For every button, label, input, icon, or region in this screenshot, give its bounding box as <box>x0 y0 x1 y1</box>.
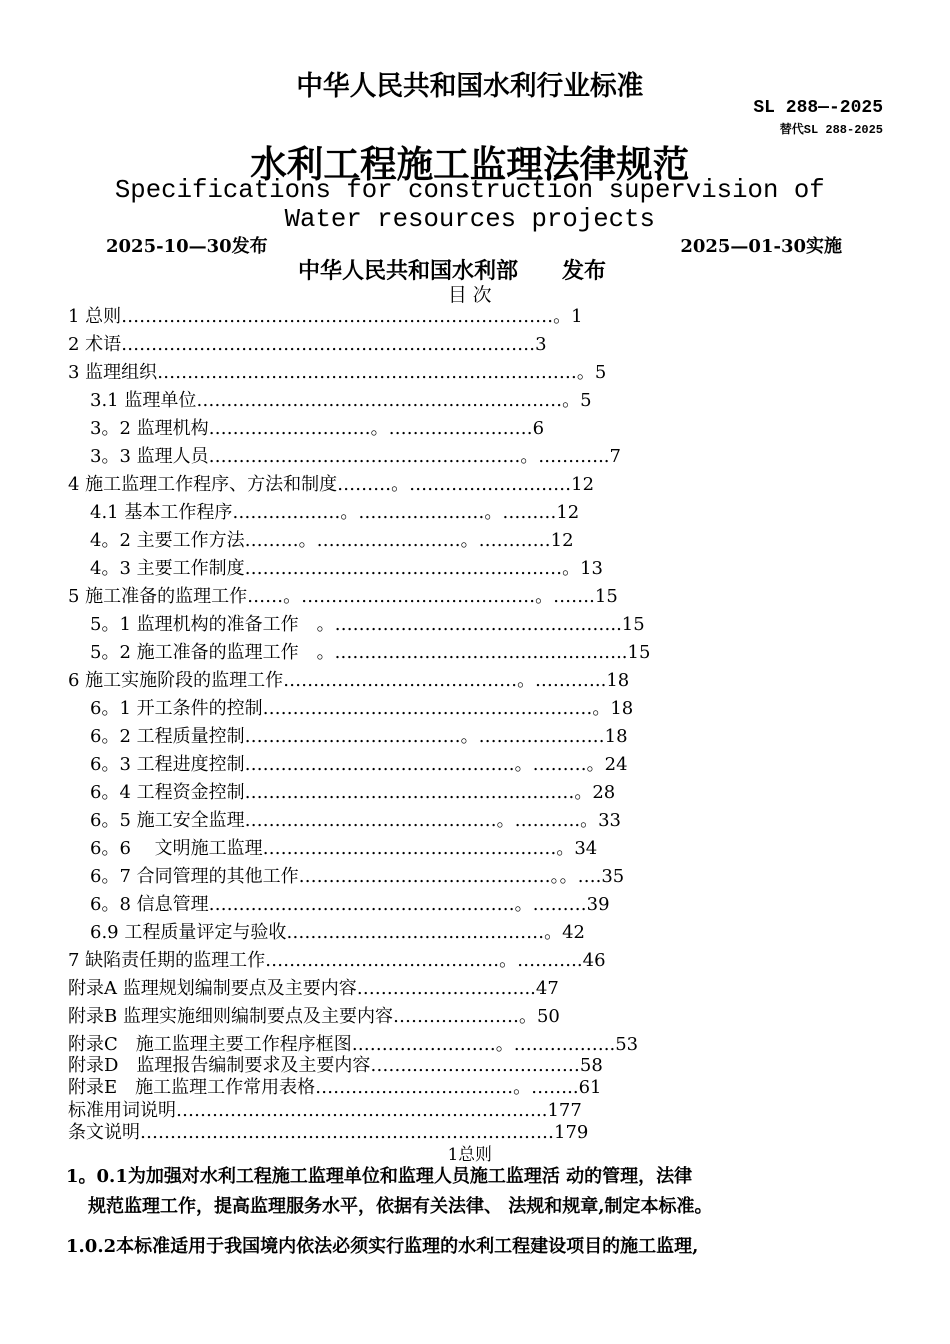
toc-entry[interactable]: 附录B 监理实施细则编制要点及主要内容…………………。50 <box>68 1006 560 1027</box>
toc-entry[interactable]: 7 缺陷责任期的监理工作…………………………………。………..46 <box>68 950 606 971</box>
implement-date: 2025—01-30实施 <box>680 236 842 257</box>
toc-entry[interactable]: 6。8 信息管理……………………………………………。………39 <box>90 894 610 915</box>
paragraph-2-line-1: 1.0.2本标准适用于我国境内依法必须实行监理的水利工程建设项目的施工监理, <box>66 1236 699 1257</box>
english-title-line-2: Water resources projects <box>284 204 655 234</box>
toc-entry[interactable]: 条文说明……………………………………………………………179 <box>68 1122 589 1143</box>
english-title-line-1: Specifications for construction supervision of <box>114 175 825 205</box>
toc-entry[interactable]: 5。1 监理机构的准备工作 。……………………………….………..15 <box>90 614 645 635</box>
standard-replaces: 替代SL 288-2025 <box>779 123 883 137</box>
toc-entry[interactable]: 6 施工实施阶段的监理工作…………………………………。.………..18 <box>68 670 630 691</box>
toc-entry[interactable]: 2 术语……………………………………………………………3 <box>68 334 547 355</box>
toc-entry[interactable]: 4。3 主要工作制度…………….……………………….………。13 <box>90 558 603 579</box>
toc-entry[interactable]: 5。2 施工准备的监理工作 。.…………………………….…………..15 <box>90 642 651 663</box>
issuing-authority: 中华人民共和国水利部 发布 <box>298 259 607 284</box>
toc-entry[interactable]: 5 施工准备的监理工作……。…………………………………。…….15 <box>68 586 618 607</box>
toc-title: 目 次 <box>447 284 492 306</box>
toc-entry[interactable]: 标准用词说明……………………………………………………..177 <box>68 1100 582 1121</box>
toc-entry[interactable]: 6。6 文明施工监理…………………………………….……。34 <box>90 838 598 859</box>
toc-entry[interactable]: 6。3 工程进度控制………………………………………。………。24 <box>90 754 628 775</box>
toc-entry[interactable]: 附录C 施工监理主要工作程序框图……………………。……………..53 <box>68 1034 639 1055</box>
toc-entry[interactable]: 6。7 合同管理的其他工作……………………………………。。….35 <box>90 866 625 887</box>
section-heading: 1总则 <box>447 1145 492 1165</box>
toc-entry[interactable]: 3.1 监理单位……………………………………….……………。5 <box>90 390 592 411</box>
toc-entry[interactable]: 附录D 监理报告编制要求及主要内容……..………………………58 <box>68 1055 603 1076</box>
toc-entry[interactable]: 4。2 主要工作方法………。……………………。…………12 <box>90 530 574 551</box>
toc-entry[interactable]: 3 监理组织………………………………………………….…………。5 <box>68 362 607 383</box>
document-top-title: 中华人民共和国水利行业标准 <box>296 71 644 102</box>
toc-entry[interactable]: 附录A 监理规划编制要点及主要内容………….……………..47 <box>68 978 559 999</box>
toc-entry[interactable]: 附录E 施工监理工作常用表格……………………………。……..61 <box>68 1077 602 1098</box>
toc-entry[interactable]: 6。5 施工安全监理……………………………………。………..。33 <box>90 810 621 831</box>
toc-entry[interactable]: 3。2 监理机构………………………。……………………6 <box>90 418 545 439</box>
toc-entry[interactable]: 6。2 工程质量控制………………………………。…………………18 <box>90 726 628 747</box>
toc-entry[interactable]: 6。4 工程资金控制……………………………………….………。28 <box>90 782 616 803</box>
toc-entry[interactable]: 1 总则………………………………………………………………。1 <box>68 306 583 327</box>
toc-entry[interactable]: 4 施工监理工作程序、方法和制度………。………………………12 <box>68 474 595 495</box>
standard-number: SL 288—-2025 <box>753 98 883 118</box>
toc-entry[interactable]: 6。1 开工条件的控制……………………………………….………。18 <box>90 698 634 719</box>
toc-entry[interactable]: 4.1 基本工作程序………………。…………………。………12 <box>90 502 580 523</box>
toc-entry[interactable]: 3。3 监理人员…………………………….………………。.………..7 <box>90 446 621 467</box>
issue-date: 2025-10—30发布 <box>106 236 268 257</box>
toc-entry[interactable]: 6.9 工程质量评定与验收……………………….……………。42 <box>90 922 585 943</box>
paragraph-1-line-1: 1。0.1为加强对水利工程施工监理单位和监理人员施工监理活 动的管理，法律 <box>66 1166 693 1187</box>
paragraph-1-line-2: 规范监理工作，提高监理服务水平，依据有关法律、 法规和规章,制定本标准。 <box>88 1196 713 1217</box>
document-main-title: 水利工程施工监理法律规范 <box>250 143 690 186</box>
